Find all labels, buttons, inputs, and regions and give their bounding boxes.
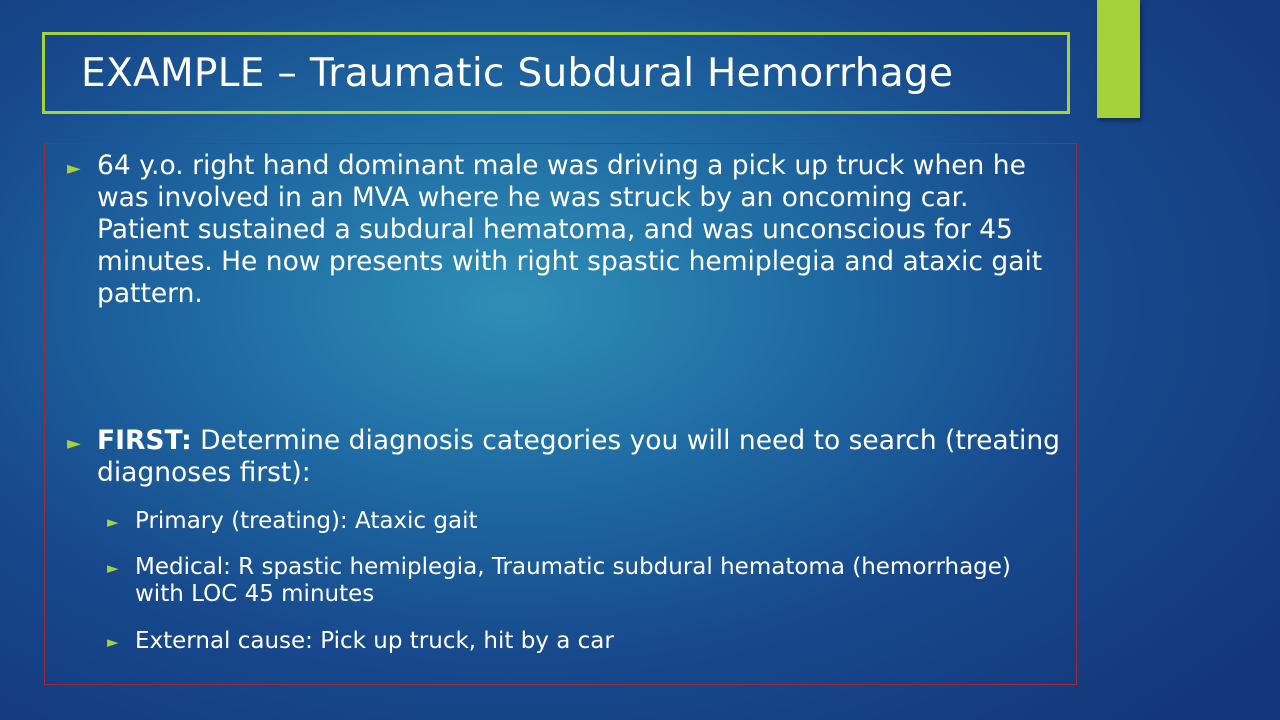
first-step-label: FIRST: (97, 425, 192, 456)
bullet-first-step (67, 425, 1067, 489)
first-step-body: Determine diagnosis categories you will need to search (treating diagnoses first): (97, 425, 1061, 488)
sub-bullet-medical-text: Medical: R spastic hemiplegia, Traumatic subdural hematoma (hemorrhage) with LOC 45 minutes (135, 554, 1011, 607)
case-description-text: 64 y.o. right hand dominant male was driving a pick up truck when he was involved in an MVA where he was struck by an oncoming car. Patient sustained a subdural hematoma, and was unconscious for 45 minutes. He now presents with right spastic hemiplegia and ataxic gait pattern. (97, 150, 1043, 309)
sub-bullet-external-cause-text: External cause: Pick up truck, hit by a car (135, 628, 614, 654)
sub-bullet-medical (107, 554, 1062, 608)
title-box (42, 32, 1070, 114)
bullet-arrow-icon: ► (67, 433, 81, 454)
sub-bullet-primary (107, 508, 1062, 535)
sub-bullet-arrow-icon: ► (107, 559, 119, 577)
accent-bar (1097, 0, 1140, 118)
sub-bullet-primary-text: Primary (treating): Ataxic gait (135, 508, 478, 534)
slide-title: EXAMPLE – Traumatic Subdural Hemorrhage (81, 50, 954, 96)
sub-bullet-external-cause (107, 628, 1062, 655)
sub-bullet-arrow-icon: ► (107, 633, 119, 651)
sub-bullet-arrow-icon: ► (107, 513, 119, 531)
first-step-text (97, 425, 1067, 489)
bullet-case-description (67, 150, 1067, 310)
content-box (44, 143, 1077, 685)
bullet-arrow-icon: ► (67, 158, 81, 179)
